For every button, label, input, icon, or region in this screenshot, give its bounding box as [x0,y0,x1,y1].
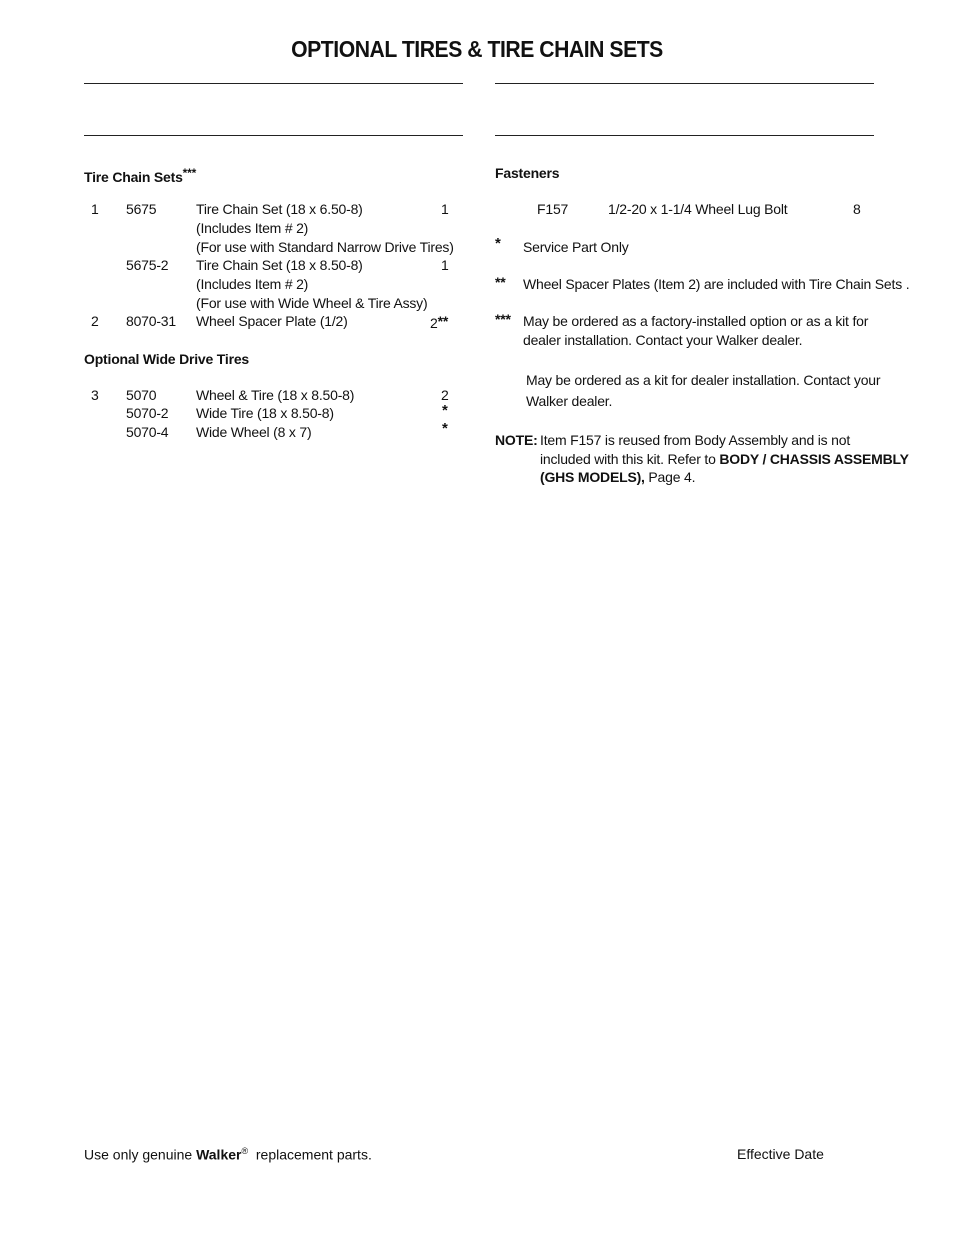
quantity: 1 [441,257,449,273]
part-number: 5675-2 [126,257,169,273]
footnote-mark: ** [437,313,449,329]
divider [495,135,874,136]
footnote-mark: *** [495,311,511,327]
item-number: 2 [91,313,99,329]
section-heading-fasteners: Fasteners [495,165,560,181]
note-text: included with this kit. Refer to BODY / CHASSIS ASSEMBLY [540,451,909,467]
footnote-text: May be ordered as a factory-installed option or as a kit for [523,313,869,329]
quantity: 1 [441,201,449,217]
part-number: 5070 [126,387,157,403]
quantity: 8 [853,201,861,217]
part-number: 5070-2 [126,405,169,421]
quantity: * [442,420,448,437]
part-description: (For use with Wide Wheel & Tire Assy) [196,295,428,311]
note-text: (GHS MODELS), Page 4. [540,469,696,485]
kit-note: Walker dealer. [526,393,613,409]
section-heading-wide-drive-tires: Optional Wide Drive Tires [84,351,249,367]
part-description: Tire Chain Set (18 x 8.50-8) [196,257,363,273]
kit-note: May be ordered as a kit for dealer installation. Contact your [526,372,881,388]
footnote-mark: * [495,235,501,252]
note-label: NOTE: [495,432,538,448]
brand-name: Walker [196,1146,242,1163]
quantity: 2 [441,387,449,403]
footnote-text: Wheel Spacer Plates (Item 2) are included with Tire Chain Sets . [523,276,910,292]
part-description: (For use with Standard Narrow Drive Tires) [196,239,454,255]
item-number: 1 [91,201,99,217]
divider [84,83,463,84]
page-title: OPTIONAL TIRES & TIRE CHAIN SETS [291,36,663,62]
part-description: (Includes Item # 2) [196,276,309,292]
part-number: F157 [537,201,569,217]
part-number: 5070-4 [126,424,169,440]
footnote-mark: *** [182,166,197,180]
divider [495,83,874,84]
part-description: Wide Tire (18 x 8.50-8) [196,405,334,421]
item-number: 3 [91,387,99,403]
part-number: 5675 [126,201,157,217]
section-heading-tire-chain-sets: Tire Chain Sets*** [84,166,197,185]
quantity: * [442,402,448,419]
part-number: 8070-31 [126,313,176,329]
part-description: Wide Wheel (8 x 7) [196,424,312,440]
footer-effective-date: Effective Date [737,1146,824,1162]
divider [84,135,463,136]
footnote-mark: ** [495,274,506,290]
part-description: (Includes Item # 2) [196,220,309,236]
footer-genuine-parts: Use only genuine Walker® replacement parts. [84,1146,372,1163]
part-description: Wheel Spacer Plate (1/2) [196,313,348,329]
footnote-text: dealer installation. Contact your Walker dealer. [523,332,803,348]
part-description: Tire Chain Set (18 x 6.50-8) [196,201,363,217]
quantity: 2** [430,313,449,331]
part-description: 1/2-20 x 1-1/4 Wheel Lug Bolt [608,201,788,217]
part-description: Wheel & Tire (18 x 8.50-8) [196,387,355,403]
note-text: Item F157 is reused from Body Assembly and is not [540,432,851,448]
footnote-text: Service Part Only [523,239,629,255]
